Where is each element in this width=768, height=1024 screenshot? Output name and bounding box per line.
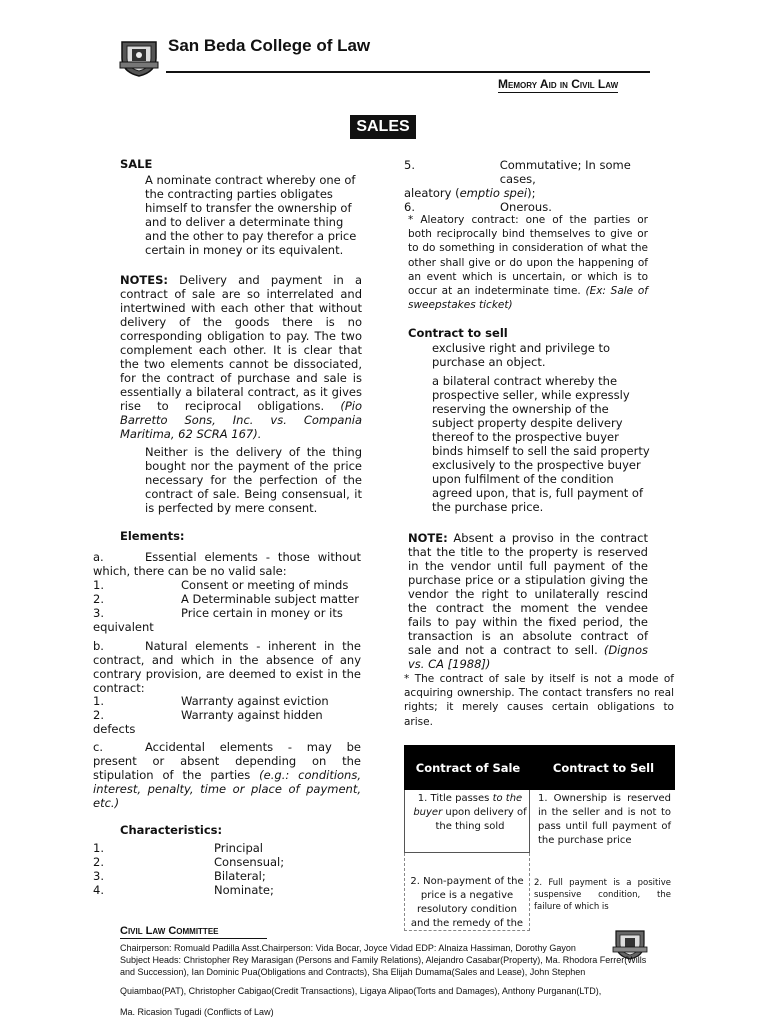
- notes-label: NOTES:: [120, 273, 168, 287]
- footer-credits-2: Subject Heads: Christopher Rey Marasigan (Persons and Family Relations), Alejandro Casabar(Property), Ma. Rhodora Ferrer(Wills and Succession), Ian Dominic Pua(Obligations and Contracts), Sha Elijah Dumama(Sales and Lease), John Stephen: [120, 955, 647, 977]
- list-item: 1. Warranty against eviction: [93, 694, 329, 708]
- notes-text: Delivery and payment in a contract of sale are so interrelated and intertwined with each other that without delivery of the goods there is no corresponding obligation to pay. The two complement each other. It is clear that the two elements cannot be dissociated, for the contract of purchase and sale is essentially a bilateral contract, as it gives rise to reciprocal obligations.: [120, 273, 362, 413]
- page-title: SALES: [350, 115, 416, 139]
- table-row: [404, 853, 675, 931]
- series-title: Memory Aid in Civil Law: [498, 77, 619, 91]
- list-item: 1. Principal: [93, 841, 264, 855]
- footer-credits-1: Chairperson: Romuald Padilla Asst.Chairperson: Vida Bocar, Joyce Vidad EDP: Alnaiza Hassiman, Dorothy Gayon: [120, 943, 576, 953]
- note-paragraph: NOTE: Absent a proviso in the contract that the title to the property is reserved in the vendor until full payment of the purchase price or a stipulation giving the vendor the right to unilaterally rescind the contract the moment the vendee fails to pay within the fixed period, the transaction is an absolute contract of sale and not a contract to sell. (Dignos vs. CA [1988]): [408, 531, 648, 671]
- notes-paragraph: [120, 273, 362, 441]
- essential-label: a.: [93, 550, 104, 564]
- accidental-elements: [93, 740, 361, 810]
- list-item: 1. Consent or meeting of minds: [93, 578, 349, 592]
- list-item-continuation: defects: [93, 722, 136, 736]
- list-item-continuation: equivalent: [93, 620, 154, 634]
- table-cell: 1. Ownership is reserved in the seller and is not to pass until full payment of the purchase price: [538, 793, 671, 846]
- sale-heading: SALE: [120, 157, 153, 171]
- accidental-examples: (e.g.: conditions, interest, penalty, time or place of payment, etc.): [93, 768, 361, 810]
- accidental-text: Accidental elements - may be present or absent depending on the stipulation of the parties: [93, 740, 361, 782]
- table-header: [404, 745, 675, 790]
- list-item: 2. A Determinable subject matter: [93, 592, 359, 606]
- list-item: 4. Nominate;: [93, 883, 274, 897]
- college-name: San Beda College of Law: [168, 36, 371, 55]
- accidental-label: c.: [93, 740, 103, 754]
- elements-heading: Elements:: [120, 529, 185, 543]
- comparison-table: [404, 745, 675, 931]
- natural-label: b.: [93, 639, 104, 653]
- table-cell: 1. Title passes to the buyer upon delivery of the thing sold: [404, 790, 530, 853]
- list-item: 2. Warranty against hidden: [93, 708, 323, 722]
- natural-list: [93, 694, 363, 736]
- contract-to-sell-heading: Contract to sell: [408, 326, 508, 340]
- header-contract-to-sell: Contract to Sell: [552, 761, 655, 775]
- footer-credits-3: Quiambao(PAT), Christopher Cabigao(Credit Transactions), Ligaya Alipao(Torts and Damages), Anthony Purganan(LTD),: [120, 986, 602, 996]
- natural-elements: [93, 639, 361, 695]
- notes-citation: (Pio Barretto Sons, Inc. vs. Compania Maritima, 62 SCRA 167).: [120, 399, 362, 441]
- characteristics-list: [93, 841, 363, 897]
- committee-title: Civil Law Committee: [120, 925, 267, 939]
- list-item: 2. Consensual;: [93, 855, 285, 869]
- list-item: 6. Onerous.: [404, 200, 552, 214]
- essential-text: Essential elements - those without which, there can be no valid sale:: [93, 550, 361, 578]
- natural-text: Natural elements - inherent in the contract, and which in the absence of any contrary provision, are deemed to exist in the contract:: [93, 639, 361, 695]
- contract-to-sell-def-2: a bilateral contract whereby the prospective seller, while expressly reserving the ownership of the subject property despite delivery thereof to the prospective buyer binds himself to sell the said property exclusively to the prospective buyer upon fulfilment of the condition agreed upon, that is, full payment of the purchase price.: [432, 374, 650, 514]
- table-cell: 2. Full payment is a positive suspensive condition, the failure of which is: [534, 878, 671, 912]
- neither-paragraph: Neither is the delivery of the thing bought nor the payment of the price necessary for the perfection of the contract of sale. Being consensual, it is perfected by mere consent.: [145, 445, 362, 515]
- list-item: 3. Bilateral;: [93, 869, 266, 883]
- list-item-continuation: aleatory ( emptio spei );: [404, 186, 536, 200]
- aleatory-note: * Aleatory contract: one of the parties or both reciprocally bind themselves to give or to do something in consideration of what the other shall give or do upon the happening of an event which is uncertain, or which is to occur at an indeterminate time. (Ex: Sale of sweepstakes ticket): [408, 214, 648, 312]
- characteristics-heading: Characteristics:: [120, 823, 223, 837]
- characteristics-continued: [404, 158, 670, 214]
- contract-to-sell-def-1: exclusive right and privilege to purchase an object.: [432, 341, 611, 369]
- header-rule: [166, 71, 650, 73]
- college-seal-icon: [118, 36, 160, 78]
- essential-elements: [93, 550, 361, 578]
- essential-list: [93, 578, 363, 634]
- header-contract-of-sale: Contract of Sale: [415, 761, 521, 775]
- table-row: [404, 790, 675, 853]
- footer-credits-4: Ma. Ricasion Tugadi (Conflicts of Law): [120, 1007, 274, 1017]
- list-item: 3. Price certain in money or its: [93, 606, 343, 620]
- list-item: 5. Commutative; In some cases,: [404, 158, 631, 186]
- sale-definition: A nominate contract whereby one of the contracting parties obligates himself to transfer the ownership of and to deliver a determinate thing and the other to pay therefor a price certain in money or its equivalent.: [145, 173, 357, 257]
- star-note: * The contract of sale by itself is not a mode of acquiring ownership. The contact transfers no real rights; it merely causes certain obligations to arise.: [404, 673, 674, 728]
- table-cell: 2. Non-payment of the price is a negative resolutory condition and the remedy of the: [404, 853, 530, 931]
